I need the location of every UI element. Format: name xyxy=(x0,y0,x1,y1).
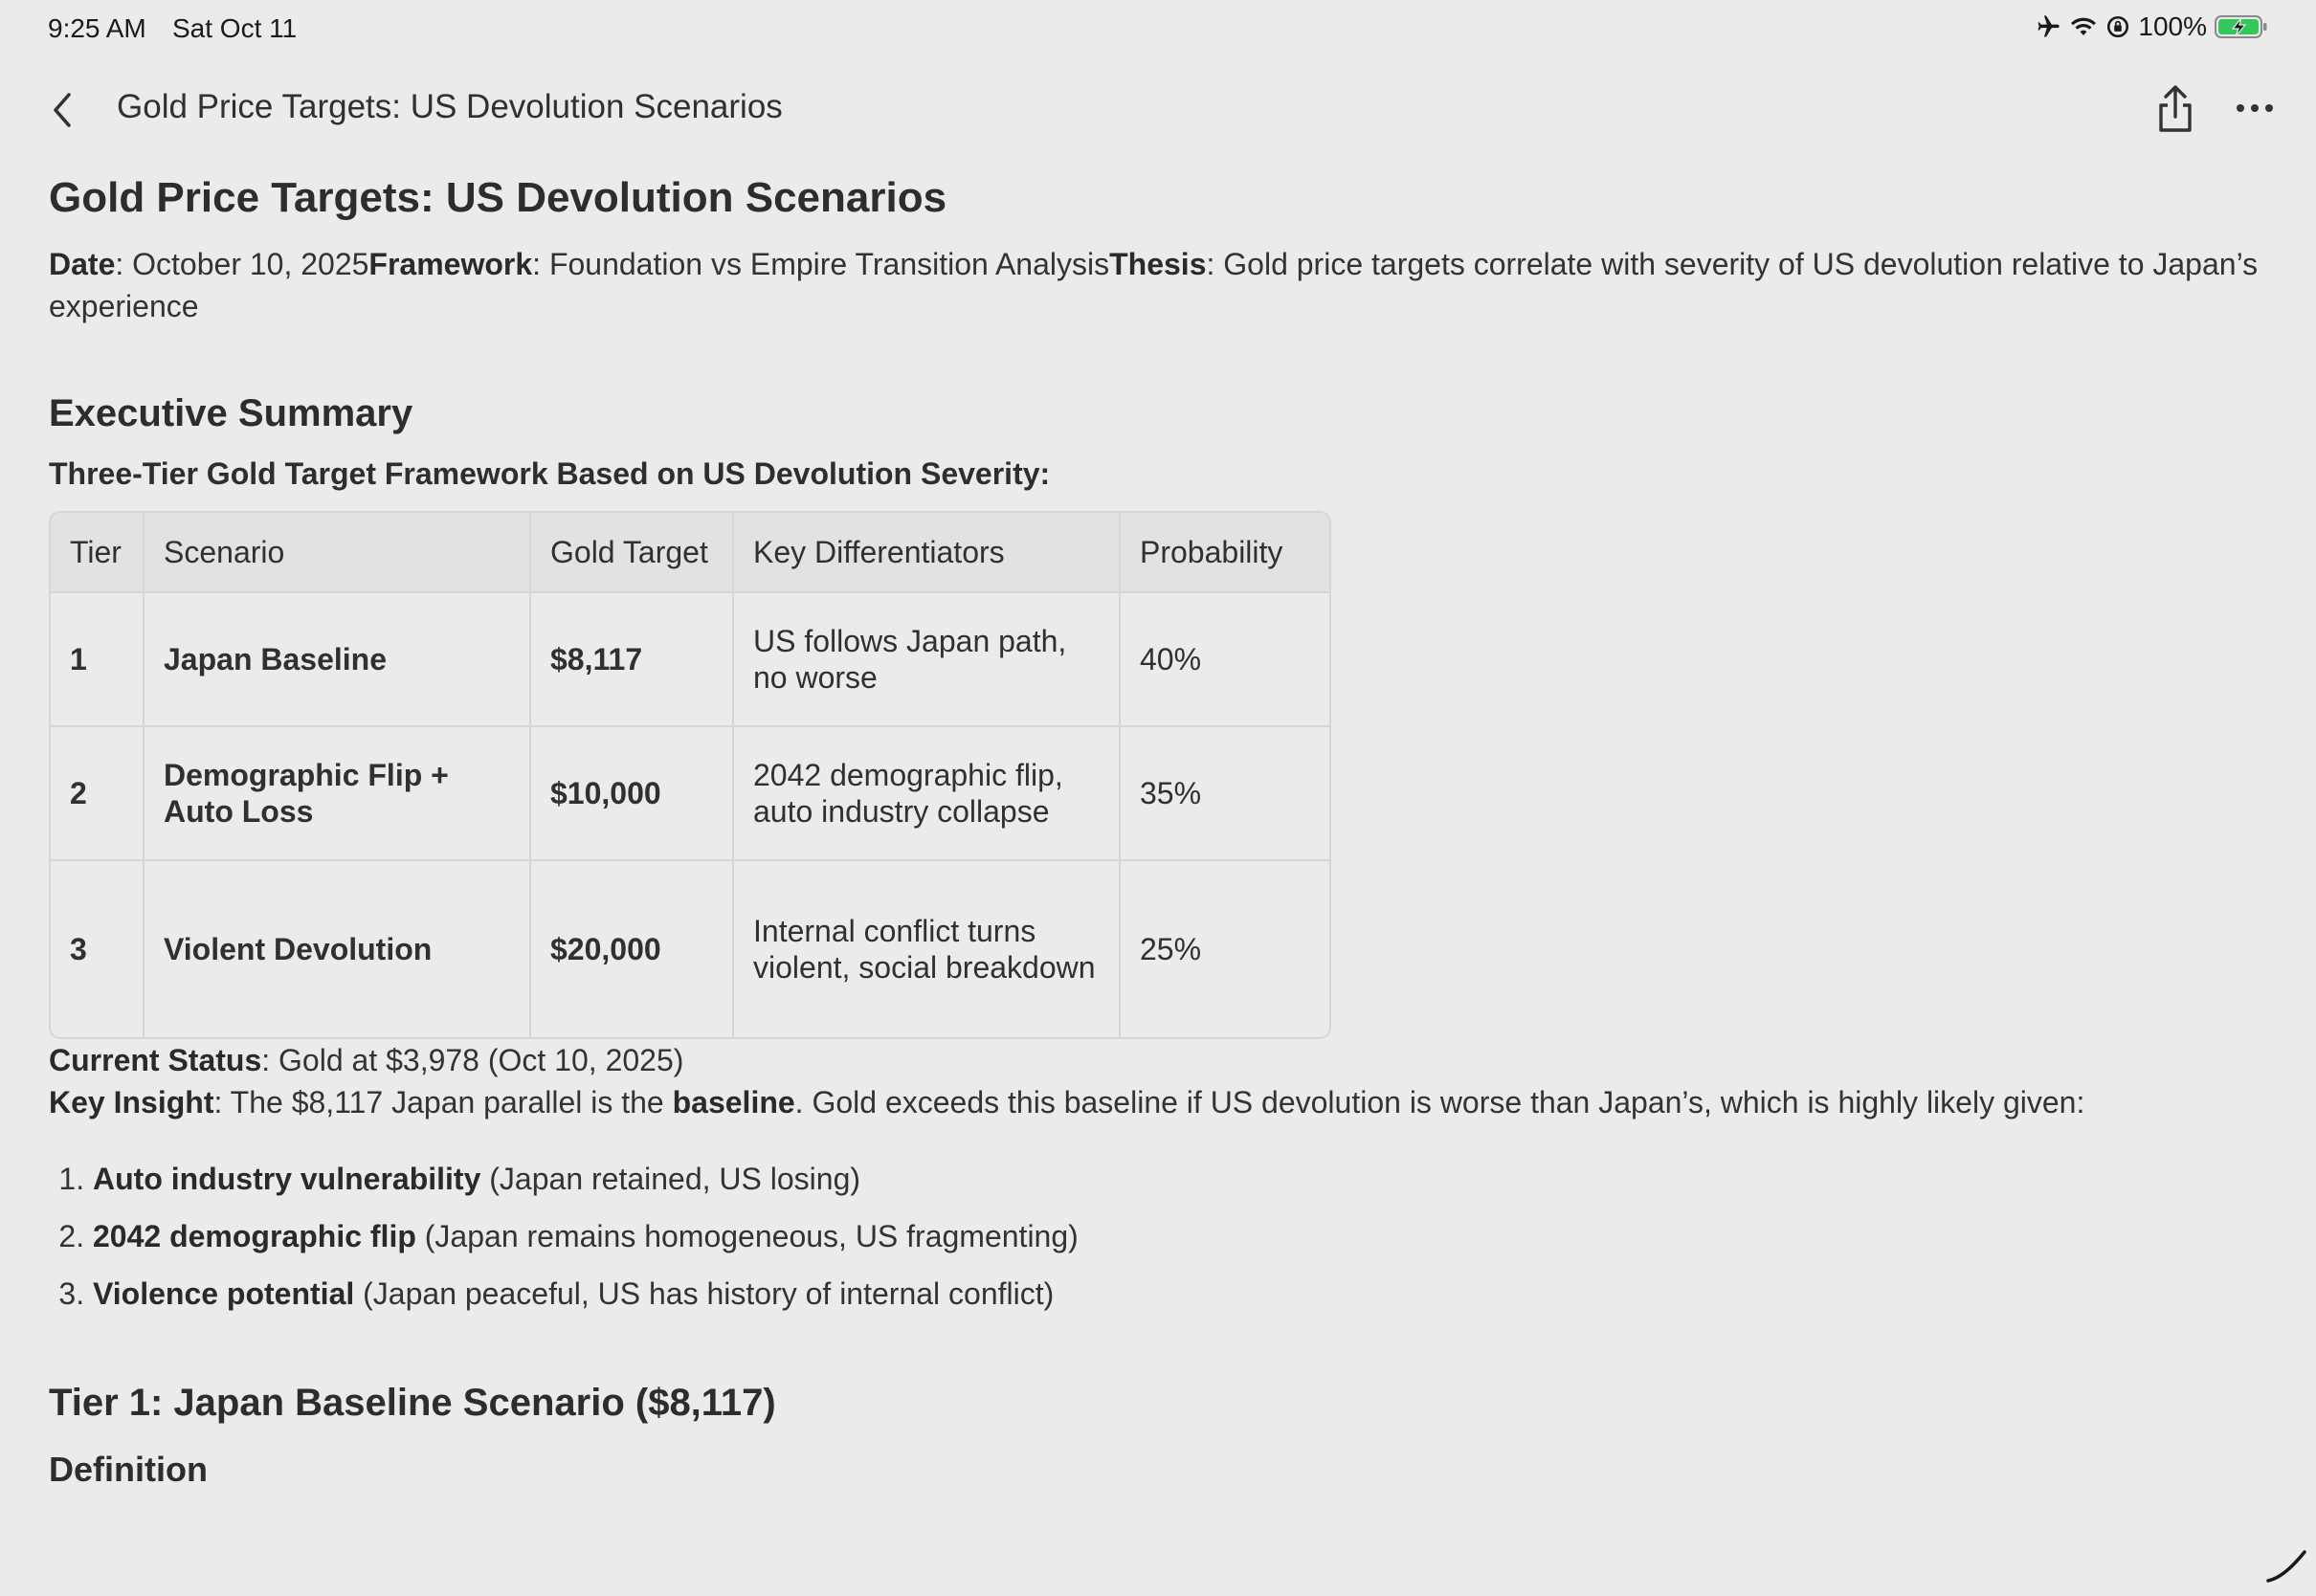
key-insight xyxy=(49,1081,2269,1123)
tier1-heading: Tier 1: Japan Baseline Scenario ($8,117) xyxy=(49,1382,776,1424)
back-button[interactable] xyxy=(38,86,86,134)
factor-title: Violence potential xyxy=(93,1276,355,1311)
cell-differentiators: Internal conflict turns violent, social breakdown xyxy=(734,861,1121,1037)
cell-probability: 35% xyxy=(1121,727,1329,861)
framework-value: : Foundation vs Empire Transition Analysis xyxy=(532,247,1110,281)
nav-title: Gold Price Targets: US Devolution Scenarios xyxy=(117,88,783,125)
framework-table-label: Three-Tier Gold Target Framework Based on US Devolution Severity: xyxy=(49,456,1051,491)
cell-scenario: Violent Devolution xyxy=(145,861,531,1037)
share-icon xyxy=(2154,84,2196,134)
definition-heading: Definition xyxy=(49,1450,208,1489)
list-item xyxy=(93,1265,2269,1322)
key-insight-bold: baseline xyxy=(672,1085,795,1119)
date-value: : October 10, 2025 xyxy=(115,247,369,281)
factor-detail: (Japan retained, US losing) xyxy=(480,1162,861,1196)
cell-scenario: Demographic Flip + Auto Loss xyxy=(145,727,531,861)
executive-summary-heading: Executive Summary xyxy=(49,392,413,434)
tier-table xyxy=(49,511,1331,1039)
ellipsis-icon xyxy=(2236,102,2274,114)
battery-charging-icon xyxy=(2215,13,2268,40)
header-gold-target: Gold Target xyxy=(531,513,734,593)
current-status xyxy=(49,1039,2269,1081)
cell-probability: 40% xyxy=(1121,593,1329,727)
key-insight-label: Key Insight xyxy=(49,1085,214,1119)
document-meta xyxy=(49,243,2269,327)
cell-gold-target: $20,000 xyxy=(531,861,734,1037)
cell-gold-target: $8,117 xyxy=(531,593,734,727)
header-key-differentiators: Key Differentiators xyxy=(734,513,1121,593)
document-title: Gold Price Targets: US Devolution Scenarios xyxy=(49,174,947,221)
current-status-label: Current Status xyxy=(49,1043,262,1077)
table-header-row xyxy=(51,513,1329,593)
navigation-bar xyxy=(0,77,2316,144)
cell-probability: 25% xyxy=(1140,932,1202,966)
cell-gold-target: $10,000 xyxy=(531,727,734,861)
cell-tier: 3 xyxy=(51,861,145,1037)
date-label: Date xyxy=(49,247,116,281)
status-time: 9:25 AM xyxy=(48,13,146,43)
table-row xyxy=(51,727,1329,861)
framework-label: Framework xyxy=(368,247,533,281)
table-row xyxy=(51,861,1329,1037)
wifi-icon xyxy=(2069,14,2098,39)
status-bar xyxy=(0,0,2316,59)
chevron-left-icon xyxy=(50,91,75,129)
cell-differentiators: US follows Japan path, no worse xyxy=(734,593,1121,727)
status-date: Sat Oct 11 xyxy=(172,13,298,43)
factor-detail: (Japan peaceful, US has history of internal conflict) xyxy=(354,1276,1055,1311)
header-scenario: Scenario xyxy=(145,513,531,593)
thesis-label: Thesis xyxy=(1109,247,1207,281)
factor-title: 2042 demographic flip xyxy=(93,1219,416,1253)
factor-detail: (Japan remains homogeneous, US fragmenting) xyxy=(415,1219,1079,1253)
orientation-lock-icon xyxy=(2105,14,2130,39)
scribble-pencil-icon[interactable] xyxy=(2262,1539,2310,1586)
status-indicators xyxy=(2035,11,2268,42)
cell-tier: 2 xyxy=(51,727,145,861)
current-status-value: : Gold at $3,978 (Oct 10, 2025) xyxy=(261,1043,684,1077)
more-options-button[interactable] xyxy=(2228,84,2282,132)
battery-percent: 100% xyxy=(2138,11,2207,41)
factor-title: Auto industry vulnerability xyxy=(93,1162,481,1196)
thesis-value: : Gold price targets correlate with severity of US devolution relative to Japan’s experience xyxy=(49,247,2259,323)
key-insight-text-pre: : The $8,117 Japan parallel is the xyxy=(213,1085,673,1119)
cell-scenario: Japan Baseline xyxy=(145,593,531,727)
key-insight-text-post: . Gold exceeds this baseline if US devolution is worse than Japan’s, which is highly likely given: xyxy=(794,1085,2085,1119)
cell-differentiators: 2042 demographic flip, auto industry collapse xyxy=(734,727,1121,861)
table-row xyxy=(51,593,1329,727)
airplane-mode-icon xyxy=(2035,13,2061,40)
header-probability: Probability xyxy=(1121,513,1329,593)
header-tier: Tier xyxy=(51,513,145,593)
list-item xyxy=(93,1150,2269,1208)
cell-tier: 1 xyxy=(51,593,145,727)
factors-list xyxy=(49,1150,2269,1322)
share-button[interactable] xyxy=(2149,80,2202,138)
list-item xyxy=(93,1208,2269,1265)
document-content xyxy=(49,163,2269,1490)
